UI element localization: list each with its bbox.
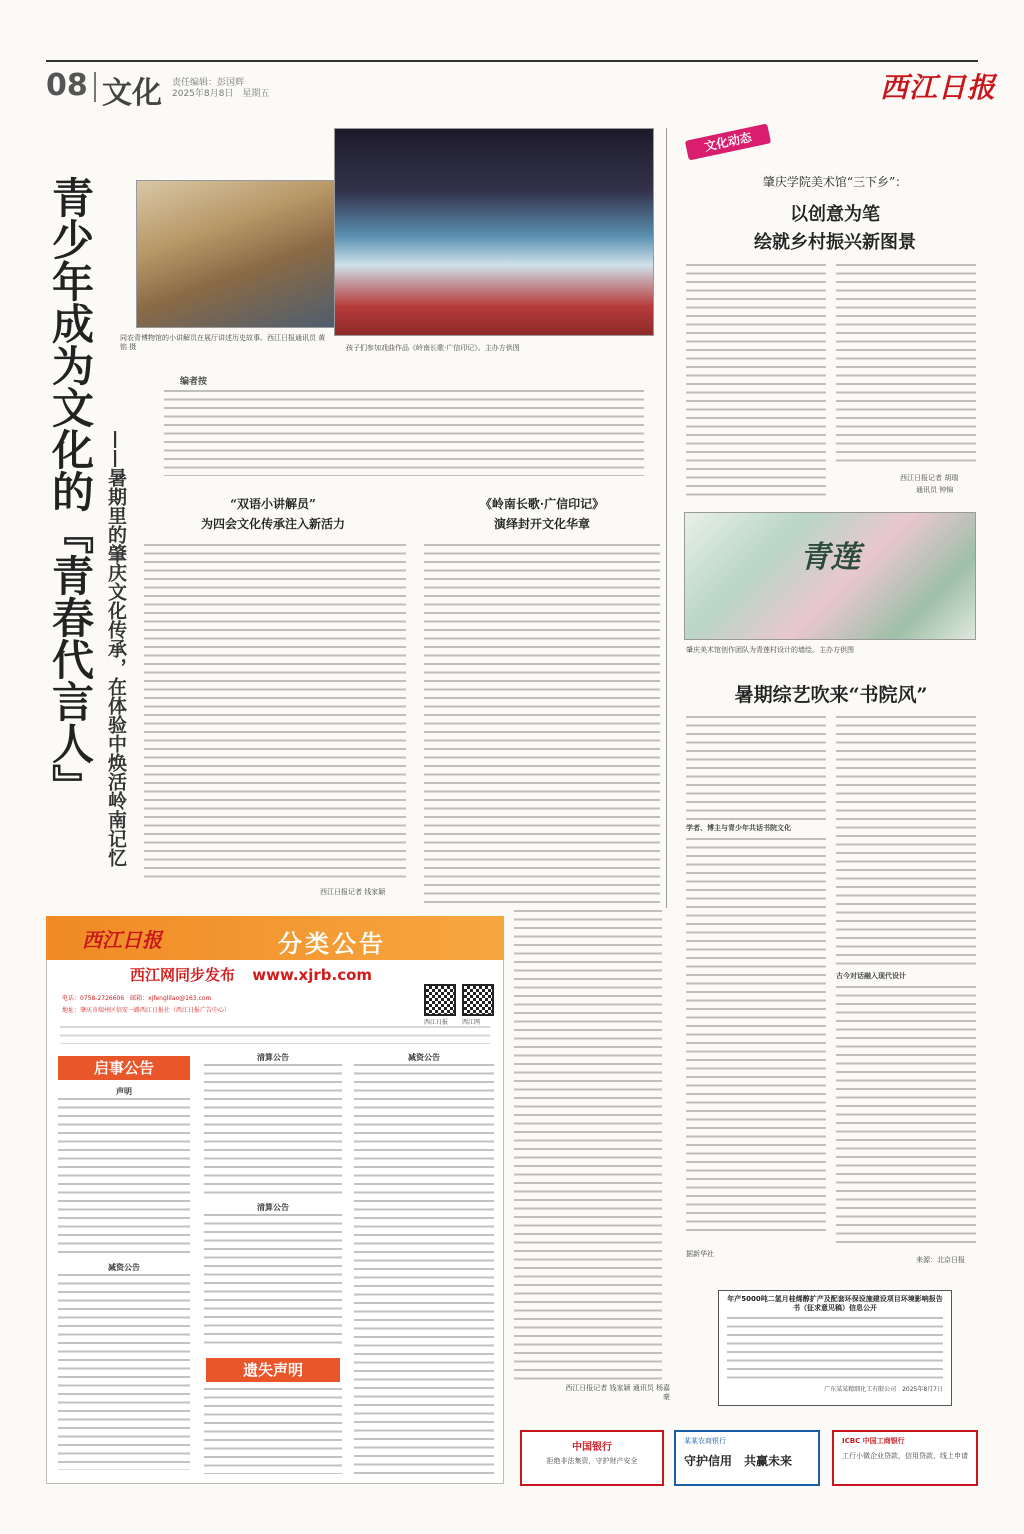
notice-2-heading: 减资公告 — [108, 1263, 140, 1272]
news-tag: 文化动态 — [685, 123, 771, 160]
story2-body-col1a — [686, 716, 826, 820]
article1-title-line2: 为四会文化传承注入新活力 — [200, 517, 345, 531]
notice-2-body — [58, 1274, 190, 1470]
story2-body-col2b — [836, 986, 976, 1244]
feature-subheadline: ——暑期里的肇庆文化传承，在体验中焕活岭南记忆 — [105, 430, 127, 867]
story2-title: 暑期综艺吹来“书院风” — [734, 684, 928, 706]
article2-byline: 西江日报记者 钱家颖 通讯员 杨嘉豪 — [565, 1384, 670, 1401]
story2-body-col1b — [686, 838, 826, 1234]
bank-of-china-logo: 中国银行 — [572, 1442, 612, 1453]
feature-headline: 青少年成为文化的『青春代言人』 — [46, 176, 95, 806]
lotus-mural-text: 青莲 — [800, 540, 860, 575]
header-rule — [46, 60, 978, 62]
article1-title-line1: “双语小讲解员” — [230, 497, 316, 511]
story1-body-col2 — [836, 264, 976, 464]
story1-title-line2: 绘就乡村振兴新图景 — [754, 232, 916, 253]
classifieds-sync-label: 西江网同步发布 — [130, 966, 236, 984]
header-divider — [94, 72, 96, 102]
icbc-ad-text: 工行小微企业贷款，信用贷款，线上申请 — [842, 1452, 968, 1460]
environmental-notice-footer: 广东某某精细化工有限公司 2025年8月7日 — [824, 1386, 943, 1393]
story2-subhead1: 学者、博主与青少年共话书院文化 — [686, 824, 791, 832]
column-divider — [666, 128, 667, 908]
mural-photo-caption: 肇庆美术馆创作团队为青莲村设计的墙绘。主办方供图 — [686, 646, 854, 654]
notice-1-body — [58, 1098, 190, 1258]
story2-byline-left: 据新华社 — [686, 1250, 714, 1258]
section-title: 文化 — [102, 76, 162, 111]
lotus-mural-photo — [684, 512, 976, 640]
story1-kicker: 肇庆学院美术馆“三下乡”： — [762, 175, 908, 189]
icbc-logo: ICBC 中国工商银行 — [842, 1437, 905, 1445]
date-line: 2025年8月8日 星期五 — [172, 89, 270, 99]
bank-of-china-ad-text: 拒绝非法集资，守护财产安全 — [546, 1457, 638, 1465]
museum-photo — [136, 180, 336, 328]
notice-section-label: 启事公告 — [58, 1056, 190, 1080]
classifieds-sync — [130, 964, 372, 985]
classifieds-phone: 电话：0758-2726606 邮箱：xjfenglilao@163.com — [62, 995, 212, 1002]
icbc-ad[interactable] — [832, 1430, 978, 1486]
story2-byline-right: 来源：北京日报 — [916, 1256, 965, 1264]
article2-title-line2: 演绎封开文化华章 — [493, 517, 590, 531]
story1-byline-line2: 通讯员 钟锦 — [916, 486, 954, 494]
editor-line: 责任编辑：彭国辉 — [172, 78, 245, 88]
qr-code-web[interactable] — [462, 984, 494, 1016]
editor-note-label: 编者按 — [180, 377, 208, 387]
story1-title-line1: 以创意为笔 — [790, 204, 880, 225]
classifieds-logo: 西江日报 — [82, 928, 162, 952]
article1-body — [144, 544, 406, 884]
classifieds-address: 地址：肇庆市端州区信安一路西江日报社（西江日报广告中心） — [62, 1007, 231, 1014]
paper-logo: 西江日报 — [880, 71, 997, 104]
qr-label-web: 西江网 — [462, 1019, 481, 1026]
article2-title-line1: 《岭南长歌·广信印记》 — [479, 497, 605, 511]
header-meta — [172, 78, 269, 100]
lost-notice-body — [204, 1388, 342, 1474]
editor-note-text — [164, 390, 644, 476]
qr-label-paper: 西江日报 — [424, 1019, 449, 1026]
notice-3-body — [204, 1064, 342, 1196]
notice-5-body — [354, 1064, 494, 1474]
notice-5-heading: 减资公告 — [408, 1053, 440, 1062]
story1-byline-line1: 西江日报记者 胡瑞 — [900, 474, 959, 482]
bank-of-china-ad[interactable] — [520, 1430, 664, 1486]
story1-body-col1 — [686, 264, 826, 496]
story2-subhead2: 古今对话融入现代设计 — [836, 972, 906, 980]
notice-3-heading: 清算公告 — [257, 1053, 289, 1062]
lost-section-label: 遗失声明 — [206, 1358, 340, 1382]
story2-body-col2a — [836, 716, 976, 968]
qr-code-paper[interactable] — [424, 984, 456, 1016]
stage-photo-caption: 孩子们参加戏曲作品《岭南长歌·广信印记》。主办方供图 — [346, 344, 520, 352]
classifieds-sync-url[interactable]: www.xjrb.com — [252, 966, 373, 984]
notice-4-heading: 清算公告 — [257, 1203, 289, 1212]
page-number: 08 — [46, 68, 88, 103]
environmental-notice-title: 年产5000吨二氢月桂烯醇扩产及配套环保设施建设项目环境影响报告书（征求意见稿）信息公开 — [727, 1295, 943, 1312]
rural-bank-slogan: 守护信用 共赢未来 — [684, 1454, 793, 1468]
article2-body-top — [424, 544, 660, 904]
notice-4-body — [204, 1214, 342, 1350]
rural-bank-logo: 某某农商银行 — [684, 1437, 726, 1445]
article2-body-bottom — [514, 910, 662, 1380]
article1-byline: 西江日报记者 钱家颖 — [320, 888, 386, 896]
notice-1-heading: 声明 — [116, 1087, 132, 1096]
museum-photo-caption: 同农青博物馆的小讲解员在展厅讲述历史故事。西江日报通讯员 黄铭 摄 — [120, 334, 326, 351]
classifieds-fineprint — [60, 1026, 490, 1044]
environmental-notice-body — [727, 1317, 943, 1383]
classifieds-title: 分类公告 — [278, 930, 386, 958]
environmental-notice-ad[interactable] — [718, 1290, 952, 1406]
rural-bank-ad[interactable] — [674, 1430, 820, 1486]
stage-photo — [334, 128, 654, 336]
